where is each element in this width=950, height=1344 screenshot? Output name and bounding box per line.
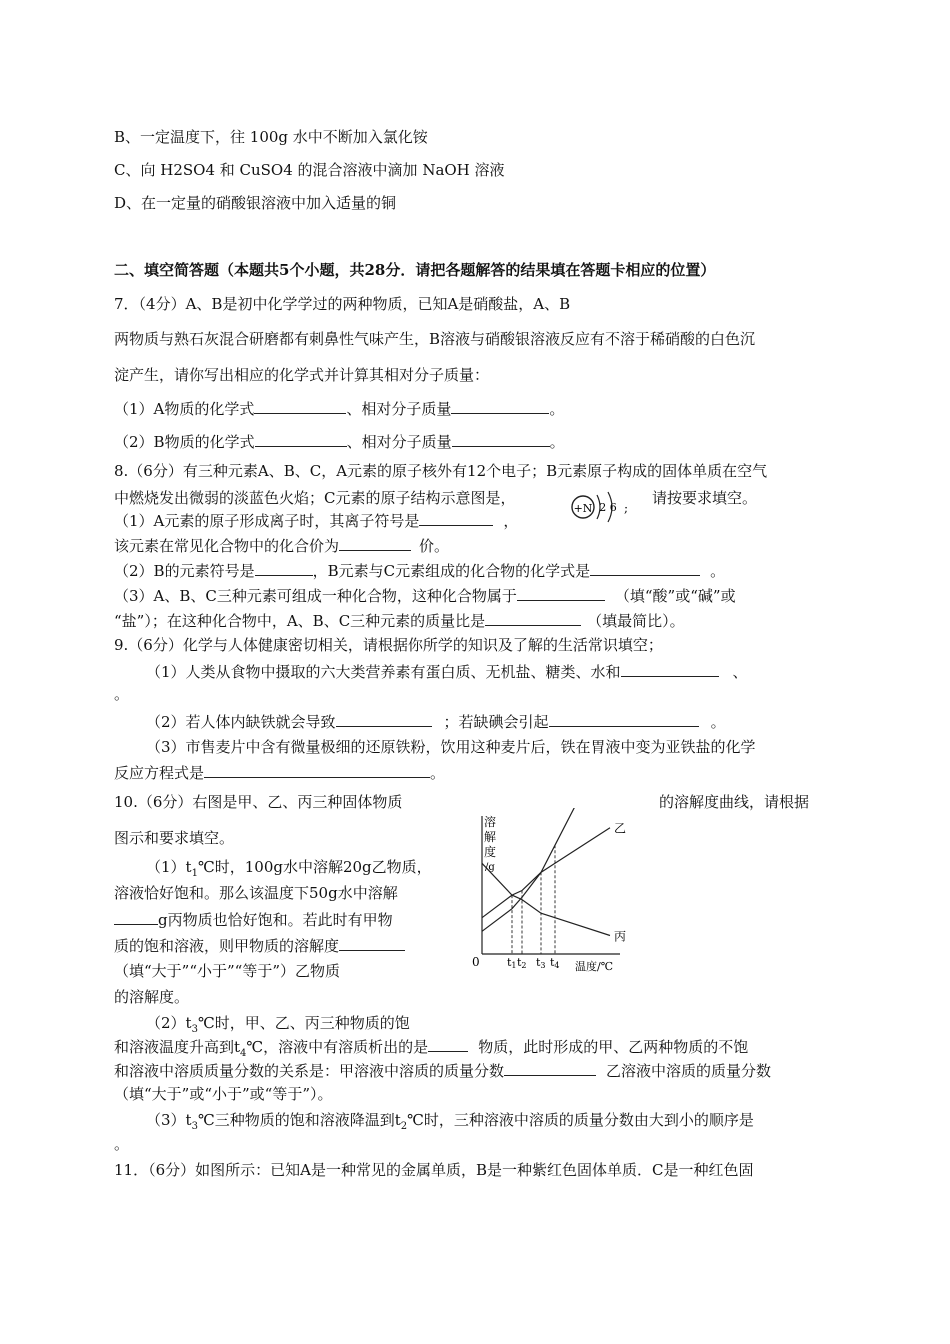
answer-blank[interactable]	[339, 535, 411, 551]
q9-part1-end: 。	[114, 685, 130, 703]
q10-part1-line6: 的溶解度。	[114, 988, 190, 1006]
answer-blank[interactable]	[336, 711, 432, 727]
q8-part2: （2）B的元素符号是 ，B元素与C元素组成的化合物的化学式是 。	[114, 562, 726, 580]
tick-label-t4: t4	[550, 956, 560, 970]
q8-line1: 8.（6分）有三种元素A、B、C，A元素的原子核外有12个电子；B元素原子构成的固体单质在空气	[114, 462, 768, 480]
q10-line1a: 10.（6分）右图是甲、乙、丙三种固体物质	[114, 793, 403, 811]
answer-blank[interactable]	[452, 431, 550, 447]
answer-blank[interactable]	[255, 560, 313, 576]
curve-丙	[482, 863, 610, 935]
x-axis-label: 温度/℃	[575, 960, 614, 973]
q7-line1: 7．（4分）A、B是初中化学学过的两种物质，已知A是硝酸盐，A、B	[114, 295, 571, 313]
q8-line2b: 请按要求填空。	[652, 489, 758, 507]
guide-lines	[512, 845, 555, 954]
q10-part1-line2: 溶液恰好饱和。那么该温度下50g水中溶解	[114, 884, 398, 902]
q10-part2-line3: 和溶液中溶质质量分数的关系是：甲溶液中溶质的质量分数 乙溶液中溶质的质量分数	[114, 1062, 772, 1080]
y-axis-label-4: /g	[485, 862, 495, 873]
nucleus-label: +N	[573, 502, 593, 515]
answer-blank[interactable]	[451, 398, 549, 414]
answer-blank[interactable]	[254, 398, 346, 414]
answer-blank[interactable]	[255, 431, 347, 447]
tick-subscript: 3	[540, 961, 546, 970]
q10-line1b: 的溶解度曲线，请根据	[659, 793, 810, 811]
answer-blank[interactable]	[339, 935, 405, 951]
answer-blank[interactable]	[621, 661, 719, 677]
answer-blank[interactable]	[485, 610, 581, 626]
electron-counts: 2 6	[599, 501, 617, 514]
q7-line3: 淀产生，请你写出相应的化学式并计算其相对分子质量：	[114, 366, 490, 384]
diagram-semicolon: ;	[624, 501, 629, 515]
y-axis-label-1: 溶	[484, 815, 497, 829]
tick-subscript: 4	[554, 961, 560, 970]
curves	[482, 808, 610, 936]
q7-line2: 两物质与熟石灰混合研磨都有刺鼻性气味产生，B溶液与硝酸银溶液反应有不溶于稀硝酸的白色沉	[114, 330, 756, 348]
q8-part1-line1: （1）A元素的原子形成离子时，其离子符号是 ，	[114, 512, 519, 530]
answer-blank[interactable]	[517, 585, 605, 601]
q10-part2-line2: 和溶液温度升高到$t_4℃$，溶液中有溶质析出的是 物质，此时形成的甲、乙两种物质的不饱	[114, 1038, 749, 1059]
option-d: D、在一定量的硝酸银溶液中加入适量的铜	[114, 194, 397, 212]
atom-structure-diagram	[566, 486, 636, 528]
q10-part1-line3: g丙物质也恰好饱和。若此时有甲物	[114, 909, 393, 930]
answer-blank[interactable]	[549, 711, 699, 727]
answer-blank[interactable]	[114, 909, 158, 925]
q7-part1: （1）A物质的化学式 、相对分子质量 。	[114, 400, 565, 418]
tick-label-t1: t1	[507, 956, 517, 970]
curve-label-乙: 乙	[614, 821, 627, 836]
q10-part1-line1: $(1)t_1℃$时，100g水中溶解20g乙物质，	[146, 858, 432, 879]
option-c: C、向 H2SO4 和 CuSO4 的混合溶液中滴加 NaOH 溶液	[114, 161, 505, 179]
q9-line1: 9.（6分）化学与人体健康密切相关，请根据你所学的知识及了解的生活常识填空；	[114, 636, 663, 654]
q10-part3-line2: 。	[114, 1135, 130, 1153]
origin-label: 0	[472, 955, 480, 969]
q9-part3-line2: 反应方程式是 。	[114, 764, 446, 782]
section-heading: 二、填空简答题（本题共5个小题，共28分．请把各题解答的结果填在答题卡相应的位置）	[114, 261, 716, 279]
q10-part2-line4: （填“大于”或“小于”或“等于”）。	[114, 1085, 333, 1103]
solubility-chart	[460, 808, 650, 978]
q10-part1-line5: （填“大于”“小于”“等于”）乙物质	[114, 962, 341, 980]
q8-line2a: 中燃烧发出微弱的淡蓝色火焰；C元素的原子结构示意图是，	[114, 489, 516, 507]
q8-part3-line1: （3）A、B、C三种元素可组成一种化合物，这种化合物属于 （填“酸”或“碱”或	[114, 587, 736, 605]
tick-labels	[507, 956, 560, 970]
tick-label-t3: t3	[536, 956, 546, 970]
option-b: B、一定温度下，往 100g 水中不断加入氯化铵	[114, 128, 428, 146]
q9-part1: （1）人类从食物中摄取的六大类营养素有蛋白质、无机盐、糖类、水和 、	[146, 663, 748, 681]
tick-subscript: 1	[511, 961, 517, 970]
q9-part2: （2）若人体内缺铁就会导致 ；若缺碘会引起 。	[146, 713, 726, 731]
answer-blank[interactable]	[590, 560, 700, 576]
curve-乙	[482, 828, 610, 918]
curve-label-丙: 丙	[614, 929, 627, 944]
curve-labels	[614, 808, 626, 944]
answer-blank[interactable]	[504, 1060, 596, 1076]
q10-part3-line1: $(3)t_3℃$三种物质的饱和溶液降温到$t_2℃$时，三种溶液中溶质的质量分数由大到小的顺序是	[146, 1111, 754, 1132]
q8-part1-line2: 该元素在常见化合物中的化合价为 价。	[114, 537, 450, 555]
answer-blank[interactable]	[204, 762, 430, 778]
q10-line2: 图示和要求填空。	[114, 829, 235, 847]
answer-blank[interactable]	[428, 1036, 468, 1052]
q10-part2-line1: $(2)t_3℃$时，甲、乙、丙三种物质的饱	[146, 1014, 410, 1035]
tick-label-t2: t2	[517, 956, 527, 970]
tick-subscript: 2	[521, 961, 527, 970]
y-axis-label-3: 度	[484, 845, 497, 859]
y-axis-label-2: 解	[484, 830, 497, 844]
q10-part1-line4: 质的饱和溶液，则甲物质的溶解度	[114, 935, 405, 956]
q9-part3-line1: （3）市售麦片中含有微量极细的还原铁粉，饮用这种麦片后，铁在胃液中变为亚铁盐的化学	[146, 738, 756, 756]
answer-blank[interactable]	[419, 510, 493, 526]
q11-line1: 11．（6分）如图所示：已知A是一种常见的金属单质，B是一种紫红色固体单质．C是一种红色固	[114, 1161, 754, 1179]
q8-part3-line2: “盐”）；在这种化合物中，A、B、C三种元素的质量比是 （填最简比）。	[114, 612, 685, 630]
q7-part2: （2）B物质的化学式 、相对分子质量 。	[114, 433, 565, 451]
